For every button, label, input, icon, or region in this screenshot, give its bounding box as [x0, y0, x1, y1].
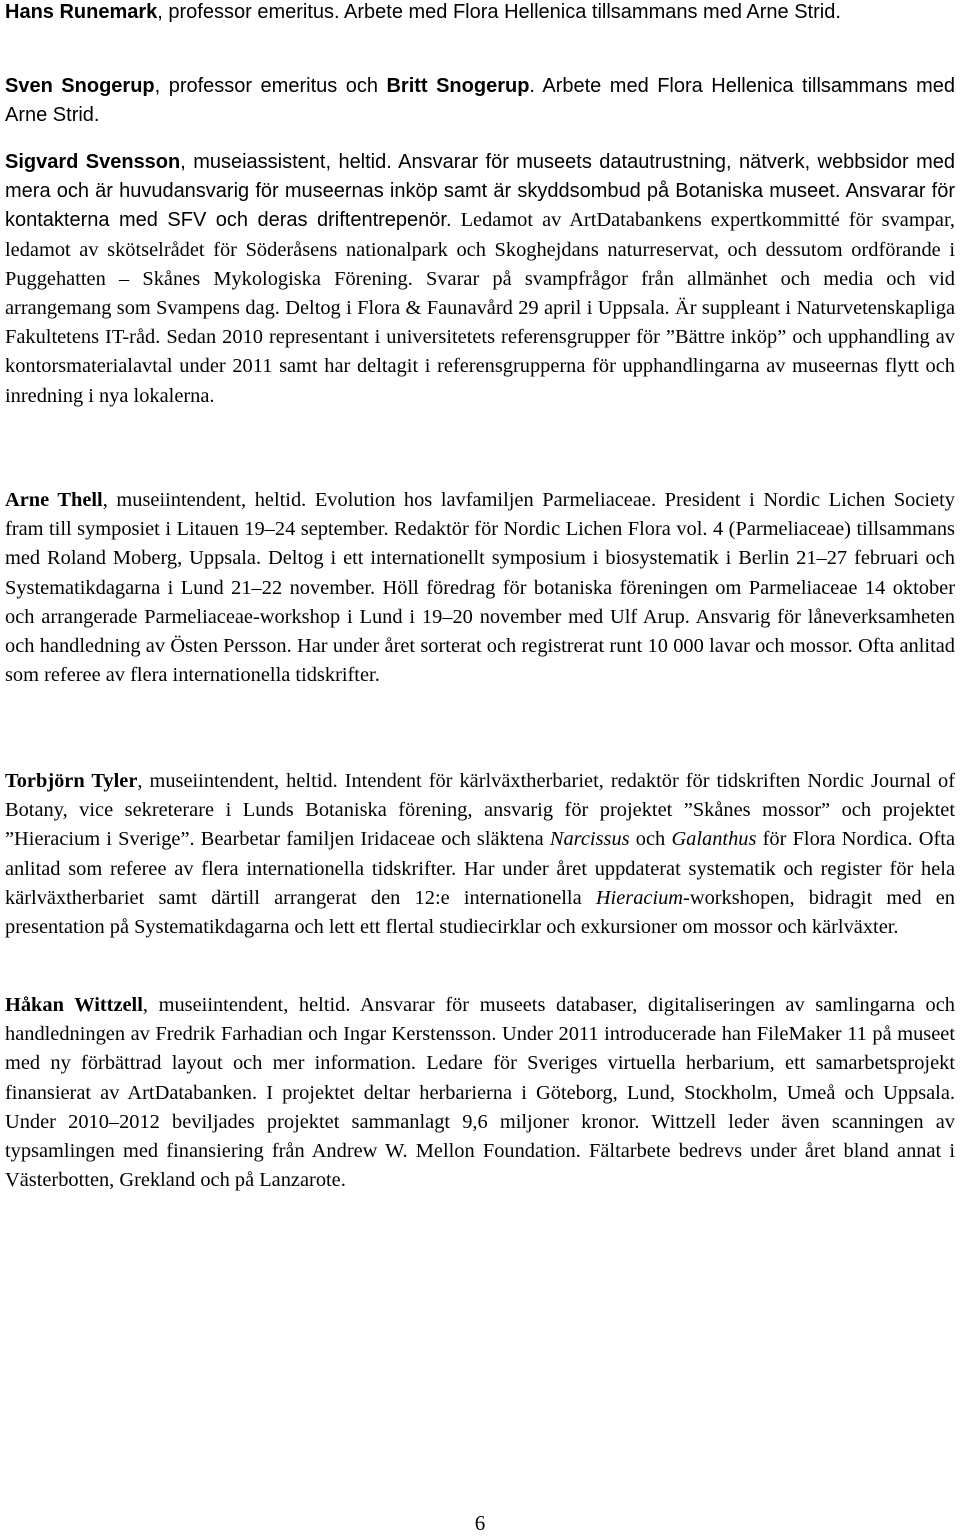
paragraph-wittzell: [5, 991, 955, 1195]
paragraph-svensson: [5, 148, 955, 411]
person-name: Hans Runemark: [5, 1, 158, 23]
paragraph-text: -workshopen, bidragit med en presentation på Systematikdagarna och lett ett flertal studiecirklar och exkursioner om mossor och kärlväxter.: [5, 886, 955, 939]
paragraph-text: Ledamot av ArtDatabankens expertkommitté för svampar, ledamot av skötselrådet för Söderåsens nationalpark och Skoghejdans naturreservat, och dessutom ordförande i Puggehatten – Skånes Mykologiska Förening. Svarar på svampfrågor från allmänhet och media och vid arrangemang som Svampens dag. Deltog i Flora & Faunavård 29 april i Uppsala. Är suppleant i Naturvetenskapliga Fakultetens IT-råd. Sedan 2010 representant i universitetets referensgrupper för ”Bättre inköp” och upphandling av kontorsmaterialavtal under 2011 samt har deltagit i referensgrupperna för upphandlingarna av museernas flytt och inredning i nya lokalerna.: [5, 209, 956, 407]
paragraph-text: , museiintendent, heltid. Intendent för kärlväxtherbariet, redaktör för tidskriften Nordic Journal of Botany, vice sekreterare i Lunds Botaniska förening, ansvarig för projektet ”Skånes mossor” och projektet ”Hieracium i Sverige”. Bearbetar familjen Iridaceae och släktena: [5, 770, 955, 851]
paragraph-text: för Flora Nordica. Ofta anlitad som referee av flera internationella tidskrifter. Har under året uppdaterat systematik och register för hela kärlväxtherbariet samt därtill arrangerat den 12:e internationella: [5, 828, 955, 909]
paragraph-runemark: [5, 0, 955, 27]
person-name: Sigvard Svensson: [5, 151, 181, 173]
genus-name: Narcissus: [549, 828, 630, 851]
paragraph-text: , museiintendent, heltid. Evolution hos lavfamiljen Parmeliaceae. President i Nordic Lichen Society fram till symposiet i Litauen 19–24 september. Redaktör för Nordic Lichen Flora vol. 4 (Parmeliaceae) tillsammans med Roland Moberg, Uppsala. Deltog i ett internationellt symposium i biosystematik i Berlin 21–27 februari och Systematikdagarna i Lund 21–22 november. Höll föredrag för botaniska föreningen om Parmeliaceae 14 oktober och arrangerade Parmeliaceae-workshop i Lund i 19–20 november med Ulf Arup. Ansvarig för låneverksamheten och handledning av Östen Persson. Har under året sorterat och registrerat runt 10 000 lavar och mossor. Ofta anlitad som referee av flera internationella tidskrifter.: [5, 489, 956, 687]
paragraph-text: , professor emeritus och: [154, 75, 387, 97]
paragraph-tyler: [5, 767, 955, 942]
paragraph-text: och: [629, 828, 672, 851]
person-name: Torbjörn Tyler: [5, 770, 138, 792]
page-number: 6: [474, 1511, 486, 1535]
paragraph-text: , museiassistent, heltid. Ansvarar för museets datautrustning, nätverk, webbsidor med mera och är huvudansvarig för museernas inköp samt är skyddsombud på Botaniska museet. Ansvarar för kontakterna med SFV och deras driftentrepenör.: [5, 151, 955, 232]
person-name: Arne Thell: [5, 489, 103, 511]
genus-name: Hieracium: [595, 886, 684, 909]
person-name: Sven Snogerup: [5, 75, 155, 97]
paragraph-thell: [5, 486, 955, 690]
paragraph-text: . Arbete med Flora Hellenica tillsammans med Arne Strid.: [5, 75, 955, 127]
paragraph-text: , museiintendent, heltid. Ansvarar för museets databaser, digitaliseringen av samlingarna och handledningen av Fredrik Farhadian och Ingar Kerstensson. Under 2011 introducerade han FileMaker 11 på museet med ny förbättrad layout och mer information. Ledare för Sveriges virtuella herbarium, ett samarbetsprojekt finansierat av ArtDatabanken. I projektet deltar herbarierna i Göteborg, Lund, Stockholm, Umeå och Uppsala. Under 2010–2012 beviljades projektet sammanlagt 9,6 miljoner kronor. Wittzell leder även scanningen av typsamlingen med finansiering från Andrew W. Mellon Foundation. Fältarbete bedrevs under året bland annat i Västerbotten, Grekland och på Lanzarote.: [5, 994, 955, 1192]
person-name: Håkan Wittzell: [5, 994, 143, 1016]
person-name: Britt Snogerup: [386, 75, 530, 97]
paragraph-snogerup: [5, 72, 955, 130]
genus-name: Galanthus: [671, 828, 757, 851]
paragraph-text: , professor emeritus. Arbete med Flora Hellenica tillsammans med Arne Strid.: [157, 1, 841, 23]
